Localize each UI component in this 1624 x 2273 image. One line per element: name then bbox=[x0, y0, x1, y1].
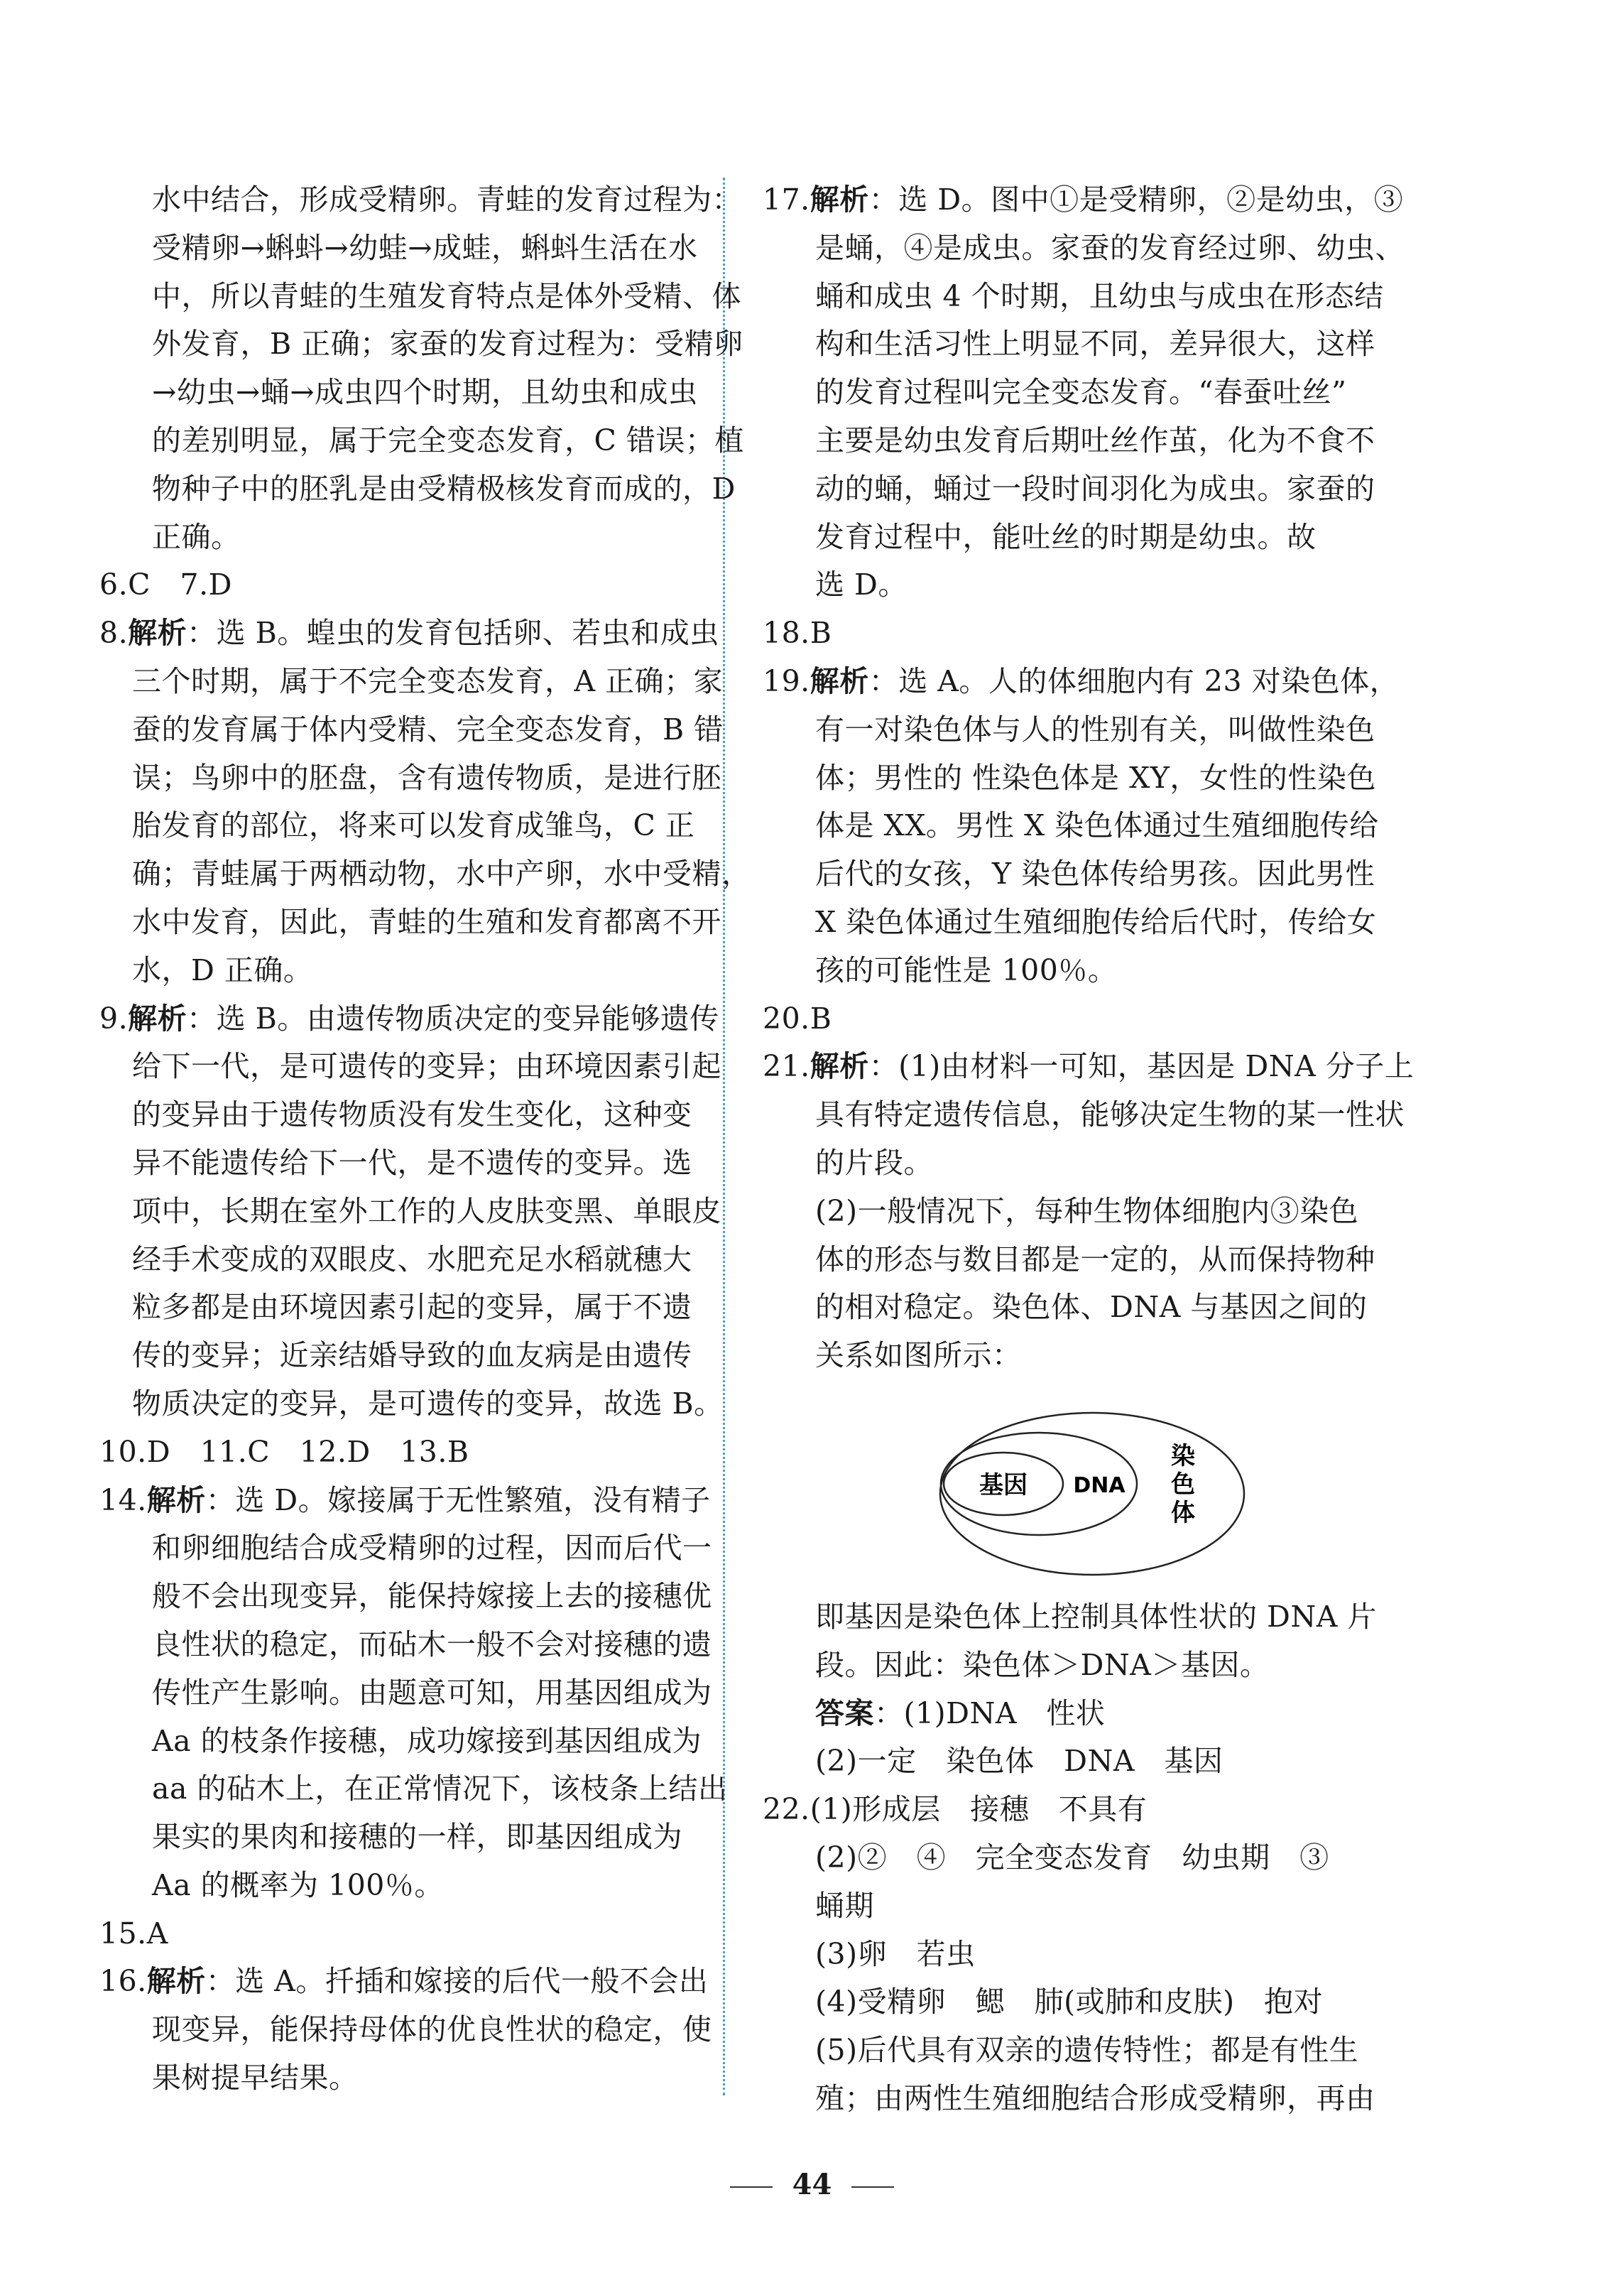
bold-keyword: 答案 bbox=[815, 1696, 874, 1730]
dna-label: DNA bbox=[1073, 1472, 1126, 1498]
text-line: 三个时期，属于不完全变态发育，A 正确；家 bbox=[132, 663, 724, 698]
chromosome-label-1: 染 bbox=[1171, 1441, 1195, 1470]
text-line: 现变异，能保持母体的优良性状的稳定，使 bbox=[152, 2012, 712, 2047]
footer-dash-right bbox=[851, 2186, 894, 2188]
text-line: (2)一定 染色体 DNA 基因 bbox=[815, 1744, 1224, 1779]
bold-keyword: 解析 bbox=[810, 1049, 869, 1084]
text-line: Aa 的概率为 100％。 bbox=[152, 1867, 444, 1902]
text-line: 的发育过程叫完全变态发育。“春蚕吐丝” bbox=[815, 375, 1347, 410]
text-line: 中，所以青蛙的生殖发育特点是体外受精、体 bbox=[152, 278, 741, 313]
text-line: 果实的果肉和接穗的一样，即基因组成为 bbox=[152, 1820, 682, 1855]
text-line: 受精卵→蝌蚪→幼蛙→成蛙，蝌蚪生活在水 bbox=[152, 230, 698, 265]
right-column bbox=[763, 176, 1415, 2123]
text-line: 传性产生影响。由题意可知，用基因组成为 bbox=[152, 1675, 712, 1710]
text-line: 段。因此：染色体＞DNA＞基因。 bbox=[815, 1647, 1270, 1682]
text-line: 和卵细胞结合成受精卵的过程，因而后代一 bbox=[152, 1531, 712, 1566]
text-line: 后代的女孩，Y 染色体传给男孩。因此男性 bbox=[815, 857, 1375, 891]
text-line: 蛹和成虫 4 个时期，且幼虫与成虫在形态结 bbox=[815, 278, 1384, 313]
bold-keyword: 解析 bbox=[146, 1482, 206, 1517]
text-line: 蛹期 bbox=[815, 1888, 874, 1923]
text-line: 粒多都是由环境因素引起的变异，属于不遗 bbox=[132, 1290, 692, 1325]
text-line: 蚕的发育属于体内受精、完全变态发育，B 错 bbox=[132, 712, 724, 747]
bold-keyword: 解析 bbox=[810, 663, 869, 698]
gene-label: 基因 bbox=[979, 1470, 1028, 1499]
text-line: →幼虫→蛹→成虫四个时期，且幼虫和成虫 bbox=[152, 375, 698, 410]
text-line: 体；男性的 性染色体是 XY，女性的性染色 bbox=[815, 760, 1376, 795]
text-line: 孩的可能性是 100％。 bbox=[815, 953, 1118, 987]
text-line: 外发育，B 正确；家蚕的发育过程为：受精卵 bbox=[152, 327, 743, 362]
text-line: 是蛹，④是成虫。家蚕的发育经过卵、幼虫、 bbox=[815, 230, 1405, 265]
text-line: 的相对稳定。染色体、DNA 与基因之间的 bbox=[815, 1290, 1368, 1325]
text-line: 19.解析：选 A。人的体细胞内有 23 对染色体， bbox=[763, 663, 1400, 698]
text-line: 选 D。 bbox=[815, 568, 908, 602]
text-line: 发育过程中，能吐丝的时期是幼虫。故 bbox=[815, 519, 1317, 554]
text-line: (3)卵 若虫 bbox=[815, 1936, 976, 1971]
text-line: 主要是幼虫发育后期吐丝作茧，化为不食不 bbox=[815, 423, 1375, 457]
chromosome-label-2: 色 bbox=[1171, 1470, 1195, 1499]
text-line: 传的变异；近亲结婚导致的血友病是由遗传 bbox=[132, 1338, 692, 1373]
text-line: 16.解析：选 A。扦插和嫁接的后代一般不会出 bbox=[99, 1964, 709, 1999]
text-line: 17.解析：选 D。图中①是受精卵，②是幼虫，③ bbox=[763, 183, 1404, 217]
footer-dash-left bbox=[730, 2186, 773, 2188]
text-line: 6.C 7.D bbox=[99, 568, 232, 602]
text-line: 的差别明显，属于完全变态发育，C 错误；植 bbox=[152, 423, 744, 457]
text-line: 异不能遗传给下一代，是不遗传的变异。选 bbox=[132, 1145, 692, 1180]
text-line: 水，D 正确。 bbox=[132, 953, 313, 987]
page-number: 44 bbox=[792, 2168, 832, 2201]
text-line: 具有特定遗传信息，能够决定生物的某一性状 bbox=[815, 1097, 1405, 1132]
text-line: 即基因是染色体上控制具体性状的 DNA 片 bbox=[815, 1599, 1377, 1634]
text-line: 动的蛹，蛹过一段时间羽化为成虫。家蚕的 bbox=[815, 471, 1375, 506]
bold-keyword: 解析 bbox=[810, 183, 869, 217]
text-line: (2)② ④ 完全变态发育 幼虫期 ③ bbox=[815, 1840, 1329, 1875]
text-line: 的片段。 bbox=[815, 1145, 933, 1180]
chromosome-label-3: 体 bbox=[1171, 1498, 1195, 1527]
text-line: 殖；由两性生殖细胞结合形成受精卵，再由 bbox=[815, 2081, 1375, 2115]
text-line: 20.B bbox=[763, 1001, 832, 1036]
nested-ellipses bbox=[936, 1409, 1248, 1579]
text-line: X 染色体通过生殖细胞传给后代时，传给女 bbox=[815, 904, 1377, 939]
text-line: 经手术变成的双眼皮、水肥充足水稻就穗大 bbox=[132, 1242, 692, 1276]
text-line: 水中发育，因此，青蛙的生殖和发育都离不开 bbox=[132, 904, 721, 939]
page-footer bbox=[0, 2168, 1624, 2201]
text-line: 正确。 bbox=[152, 519, 241, 554]
text-line: 般不会出现变异，能保持嫁接上去的接穗优 bbox=[152, 1579, 712, 1614]
text-line: 给下一代，是可遗传的变异；由环境因素引起 bbox=[132, 1049, 721, 1084]
text-line: 18.B bbox=[763, 616, 832, 651]
text-line: (2)一般情况下，每种生物体细胞内③染色 bbox=[815, 1193, 1359, 1228]
text-line: 21.解析：(1)由材料一可知，基因是 DNA 分子上 bbox=[763, 1049, 1415, 1084]
text-line: 的变异由于遗传物质没有发生变化，这种变 bbox=[132, 1097, 692, 1132]
text-line: 有一对染色体与人的性别有关，叫做性染色 bbox=[815, 712, 1375, 747]
text-line: 果树提早结果。 bbox=[152, 2061, 359, 2095]
text-line: 体是 XX。男性 X 染色体通过生殖细胞传给 bbox=[815, 808, 1379, 843]
text-line: 体的形态与数目都是一定的，从而保持物种 bbox=[815, 1242, 1375, 1276]
text-line: 8.解析：选 B。蝗虫的发育包括卵、若虫和成虫 bbox=[99, 616, 719, 651]
text-line: 良性状的稳定，而砧木一般不会对接穗的遗 bbox=[152, 1627, 712, 1661]
text-line: aa 的砧木上，在正常情况下，该枝条上结出 bbox=[152, 1772, 728, 1806]
text-line: (4)受精卵 鳃 肺(或肺和皮肤) 抱对 bbox=[815, 1985, 1324, 2019]
text-line: Aa 的枝条作接穗，成功嫁接到基因组成为 bbox=[152, 1723, 702, 1758]
chromosome-dna-gene-diagram bbox=[763, 1380, 1395, 1593]
text-line: 22.(1)形成层 接穗 不具有 bbox=[763, 1792, 1148, 1827]
text-line: 物质决定的变异，是可遗传的变异，故选 B。 bbox=[132, 1386, 724, 1421]
bold-keyword: 解析 bbox=[128, 616, 187, 651]
text-line: 14.解析：选 D。嫁接属于无性繁殖，没有精子 bbox=[99, 1482, 711, 1517]
text-line: 胎发育的部位，将来可以发育成雏鸟，C 正 bbox=[132, 808, 695, 843]
text-line: 误；鸟卵中的胚盘，含有遗传物质，是进行胚 bbox=[132, 760, 721, 795]
bold-keyword: 解析 bbox=[146, 1964, 206, 1999]
text-line: 答案：(1)DNA 性状 bbox=[815, 1696, 1106, 1730]
text-line: 水中结合，形成受精卵。青蛙的发育过程为： bbox=[152, 183, 741, 217]
text-line: 9.解析：选 B。由遗传物质决定的变异能够遗传 bbox=[99, 1001, 719, 1036]
left-column bbox=[99, 176, 751, 2103]
text-line: 15.A bbox=[99, 1916, 168, 1951]
bold-keyword: 解析 bbox=[128, 1001, 187, 1036]
text-line: 确；青蛙属于两栖动物，水中产卵，水中受精， bbox=[132, 857, 751, 891]
text-line: 构和生活习性上明显不同，差异很大，这样 bbox=[815, 327, 1375, 362]
text-line: 10.D 11.C 12.D 13.B bbox=[99, 1434, 469, 1469]
text-line: 项中，长期在室外工作的人皮肤变黑、单眼皮 bbox=[132, 1193, 721, 1228]
text-line: 物种子中的胚乳是由受精极核发育而成的，D bbox=[152, 471, 736, 506]
text-line: 关系如图所示： bbox=[815, 1338, 1022, 1373]
text-line: (5)后代具有双亲的遗传特性；都是有性生 bbox=[815, 2033, 1359, 2068]
